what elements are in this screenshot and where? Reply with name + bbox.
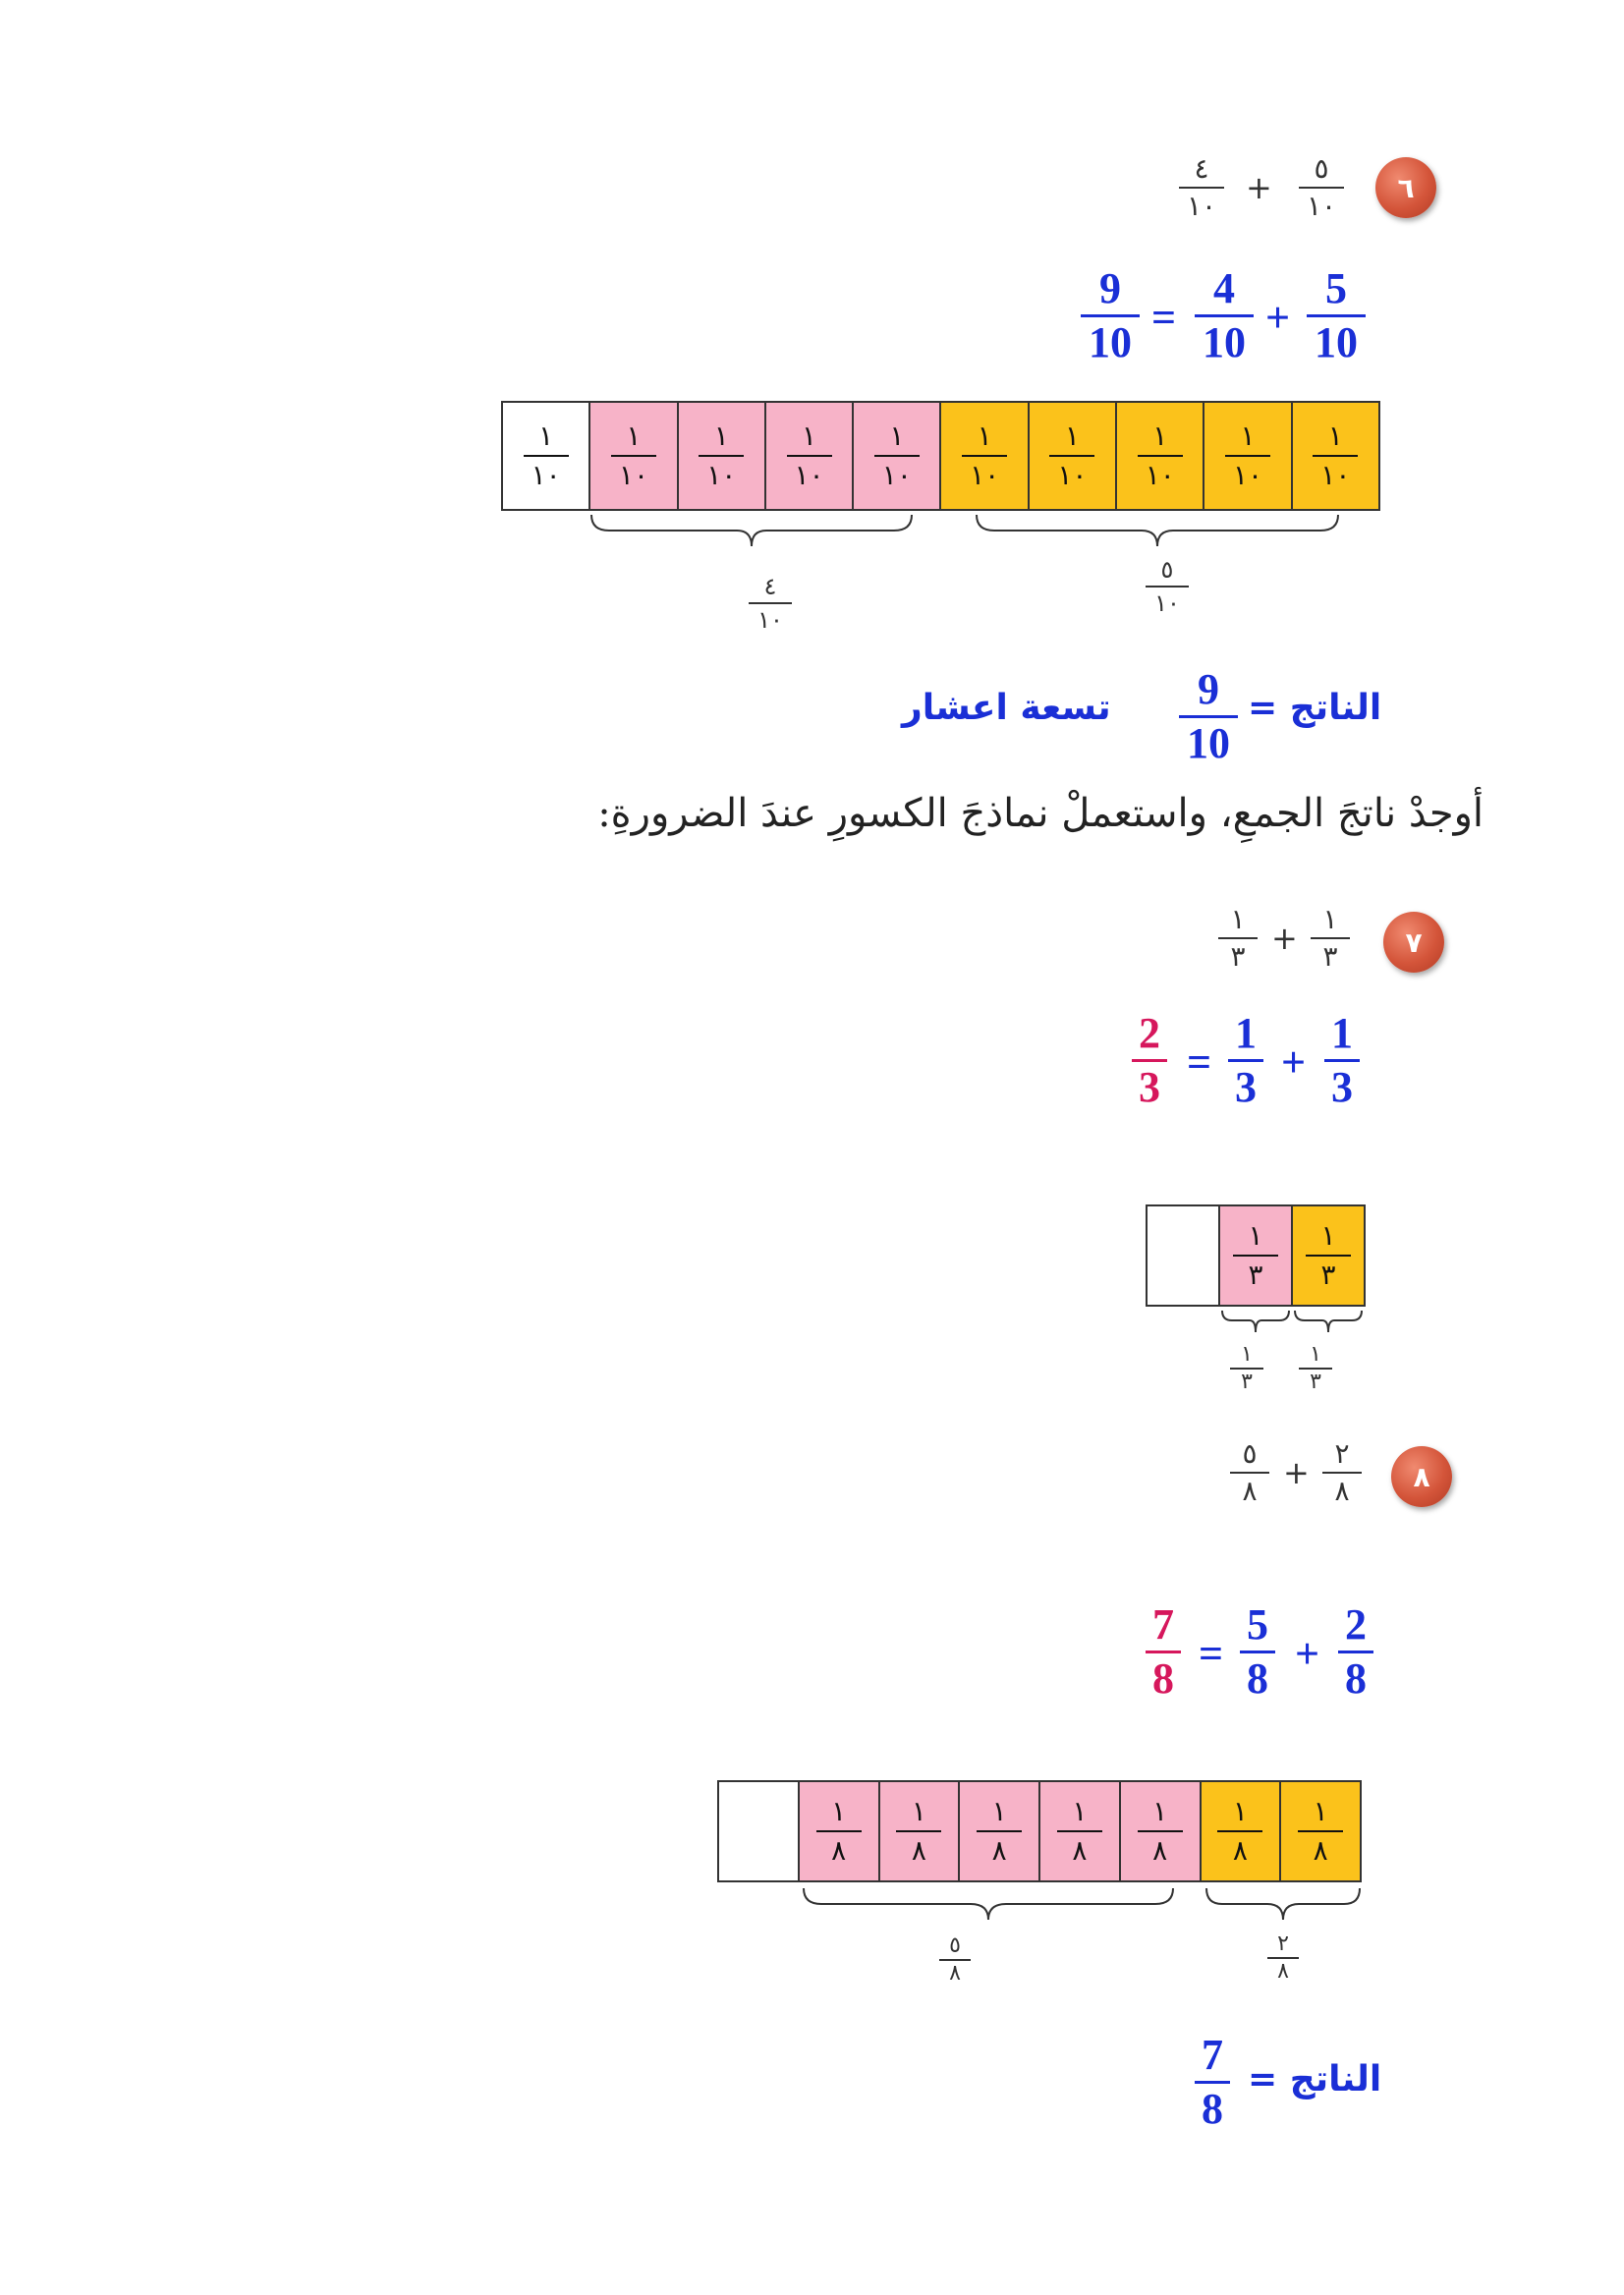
cell-numerator: ١ (1313, 1795, 1328, 1827)
fraction-strip-cell (503, 403, 588, 509)
question-fraction-left: ١ ٣ (1218, 906, 1258, 971)
cell-numerator: ١ (991, 1795, 1007, 1827)
plus-sign: + (1295, 1630, 1320, 1678)
result-in-words: تسعة اعشار (902, 688, 1111, 728)
fraction-strip-cell (588, 403, 676, 509)
cell-denominator: ٨ (991, 1834, 1007, 1867)
cell-numerator: ١ (977, 420, 992, 452)
cell-denominator: ١٠ (618, 459, 648, 491)
fraction-bar (962, 455, 1007, 457)
fraction-strip-cell (1279, 1782, 1360, 1880)
plus-sign: + (1246, 169, 1272, 206)
fraction-bar (1138, 1830, 1183, 1832)
equals-sign: = (1199, 1630, 1224, 1678)
brace-label-two-eighths: ٢ ٨ (1267, 1933, 1299, 1983)
fraction-strip-cell (1115, 403, 1203, 509)
cell-numerator: ١ (911, 1795, 926, 1827)
fraction-bar (896, 1830, 941, 1832)
question-fraction-right: ٥ ١٠ (1299, 155, 1344, 220)
fraction-strip-cell (1119, 1782, 1200, 1880)
answer-addend-fraction: 1 3 (1228, 1012, 1263, 1109)
answer-sum-fraction: 7 8 (1146, 1603, 1181, 1701)
equals-sign: = (1151, 294, 1177, 342)
fraction-bar (1217, 1830, 1262, 1832)
problem-number-badge: ٧ (1383, 912, 1444, 973)
fraction-strip-cell (677, 403, 764, 509)
cell-numerator: ١ (713, 420, 729, 452)
cell-numerator: ١ (802, 420, 817, 452)
result-fraction: 7 8 (1195, 2034, 1230, 2131)
cell-numerator: ١ (1240, 420, 1256, 452)
brace-one-third-left (1220, 1309, 1291, 1334)
cell-denominator: ١٠ (794, 459, 824, 491)
question-fraction-right: ١ ٣ (1311, 906, 1350, 971)
question-fraction-left: ٤ ١٠ (1179, 155, 1224, 220)
cell-numerator: ١ (889, 420, 905, 452)
answer-sum-fraction: 2 3 (1132, 1012, 1167, 1109)
cell-denominator: ٣ (1248, 1259, 1263, 1291)
question-fraction-left: ٥ ٨ (1230, 1440, 1269, 1505)
cell-numerator: ١ (1320, 1219, 1336, 1252)
plus-sign: + (1283, 1454, 1310, 1491)
brace-four-tenths (589, 513, 914, 548)
fraction-strip-cell (1148, 1206, 1218, 1305)
brace-label-one-third: ١ ٣ (1230, 1344, 1263, 1393)
cell-numerator: ١ (1152, 420, 1168, 452)
cell-denominator: ٨ (831, 1834, 847, 1867)
brace-five-tenths (975, 513, 1340, 548)
fraction-bar (1225, 455, 1270, 457)
plus-sign: + (1271, 920, 1298, 957)
cell-numerator: ١ (1152, 1795, 1168, 1827)
cell-denominator: ١٠ (881, 459, 912, 491)
fraction-bar (1306, 1255, 1351, 1257)
brace-label-one-third: ١ ٣ (1299, 1344, 1332, 1393)
answer-addend-fraction: 4 10 (1195, 267, 1254, 364)
cell-numerator: ١ (626, 420, 642, 452)
cell-denominator: ١٠ (970, 459, 1000, 491)
exercise-instruction: أوجدْ ناتجَ الجمعِ، واستعملْ نماذجَ الكسورِ عندَ الضرورةِ: (597, 791, 1484, 836)
fraction-strip-cell (878, 1782, 959, 1880)
fraction-bar (977, 1830, 1022, 1832)
fraction-bar (1298, 1830, 1343, 1832)
fraction-strip-cell (939, 403, 1027, 509)
cell-numerator: ١ (1248, 1219, 1263, 1252)
cell-numerator: ١ (1072, 1795, 1088, 1827)
fraction-strip-cell (764, 403, 852, 509)
fraction-strip-cell (1291, 1206, 1364, 1305)
fraction-bar (1233, 1255, 1278, 1257)
fraction-strip-cell (1218, 1206, 1291, 1305)
cell-denominator: ٨ (1072, 1834, 1088, 1867)
brace-label-five-eighths: ٥ ٨ (939, 1935, 971, 1985)
fraction-strip-cell (1028, 403, 1115, 509)
cell-numerator: ١ (538, 420, 554, 452)
cell-denominator: ١٠ (1320, 459, 1351, 491)
fraction-bar (787, 455, 832, 457)
cell-denominator: ٨ (1313, 1834, 1328, 1867)
fraction-strip-thirds (1146, 1204, 1366, 1307)
fraction-bar (611, 455, 656, 457)
cell-denominator: ١٠ (531, 459, 561, 491)
brace-label-four-tenths: ٤ ١٠ (749, 575, 792, 632)
brace-one-third-right (1293, 1309, 1364, 1334)
fraction-bar (524, 455, 569, 457)
problem-number-badge: ٦ (1375, 157, 1436, 218)
answer-addend-fraction: 5 10 (1307, 267, 1366, 364)
result-label: الناتج = (1248, 2059, 1382, 2099)
fraction-bar (816, 1830, 862, 1832)
cell-denominator: ٨ (1152, 1834, 1168, 1867)
brace-five-eighths (802, 1886, 1175, 1924)
result-fraction: 9 10 (1179, 668, 1238, 765)
cell-denominator: ١٠ (1057, 459, 1088, 491)
fraction-strip-cell (719, 1782, 798, 1880)
fraction-bar (699, 455, 744, 457)
fraction-bar (1313, 455, 1358, 457)
cell-denominator: ٨ (911, 1834, 926, 1867)
fraction-bar (1057, 1830, 1102, 1832)
brace-two-eighths (1204, 1886, 1362, 1924)
cell-numerator: ١ (1327, 420, 1343, 452)
cell-denominator: ٨ (1232, 1834, 1248, 1867)
question-fraction-right: ٢ ٨ (1322, 1440, 1362, 1505)
fraction-strip-cell (1291, 403, 1378, 509)
cell-denominator: ١٠ (1145, 459, 1175, 491)
result-label: الناتج = (1248, 688, 1382, 728)
brace-label-five-tenths: ٥ ١٠ (1146, 558, 1189, 615)
fraction-strip-cell (852, 403, 939, 509)
answer-addend-fraction: 2 8 (1338, 1603, 1373, 1701)
fraction-strip-cell (1203, 403, 1290, 509)
plus-sign: + (1281, 1038, 1307, 1087)
answer-sum-fraction: 9 10 (1081, 267, 1140, 364)
cell-numerator: ١ (1064, 420, 1080, 452)
cell-numerator: ١ (1232, 1795, 1248, 1827)
cell-denominator: ١٠ (1232, 459, 1263, 491)
fraction-bar (1138, 455, 1183, 457)
equals-sign: = (1187, 1038, 1212, 1087)
fraction-strip-cell (1038, 1782, 1119, 1880)
cell-denominator: ١٠ (706, 459, 737, 491)
plus-sign: + (1265, 294, 1291, 342)
fraction-strip-cell (958, 1782, 1038, 1880)
fraction-strip-cell (798, 1782, 878, 1880)
cell-numerator: ١ (831, 1795, 847, 1827)
fraction-strip-eighths (717, 1780, 1362, 1882)
fraction-strip-tenths (501, 401, 1380, 511)
fraction-bar (1049, 455, 1094, 457)
answer-addend-fraction: 5 8 (1240, 1603, 1275, 1701)
cell-denominator: ٣ (1320, 1259, 1336, 1291)
problem-number-badge: ٨ (1391, 1446, 1452, 1507)
fraction-strip-cell (1200, 1782, 1280, 1880)
answer-addend-fraction: 1 3 (1324, 1012, 1360, 1109)
fraction-bar (874, 455, 920, 457)
